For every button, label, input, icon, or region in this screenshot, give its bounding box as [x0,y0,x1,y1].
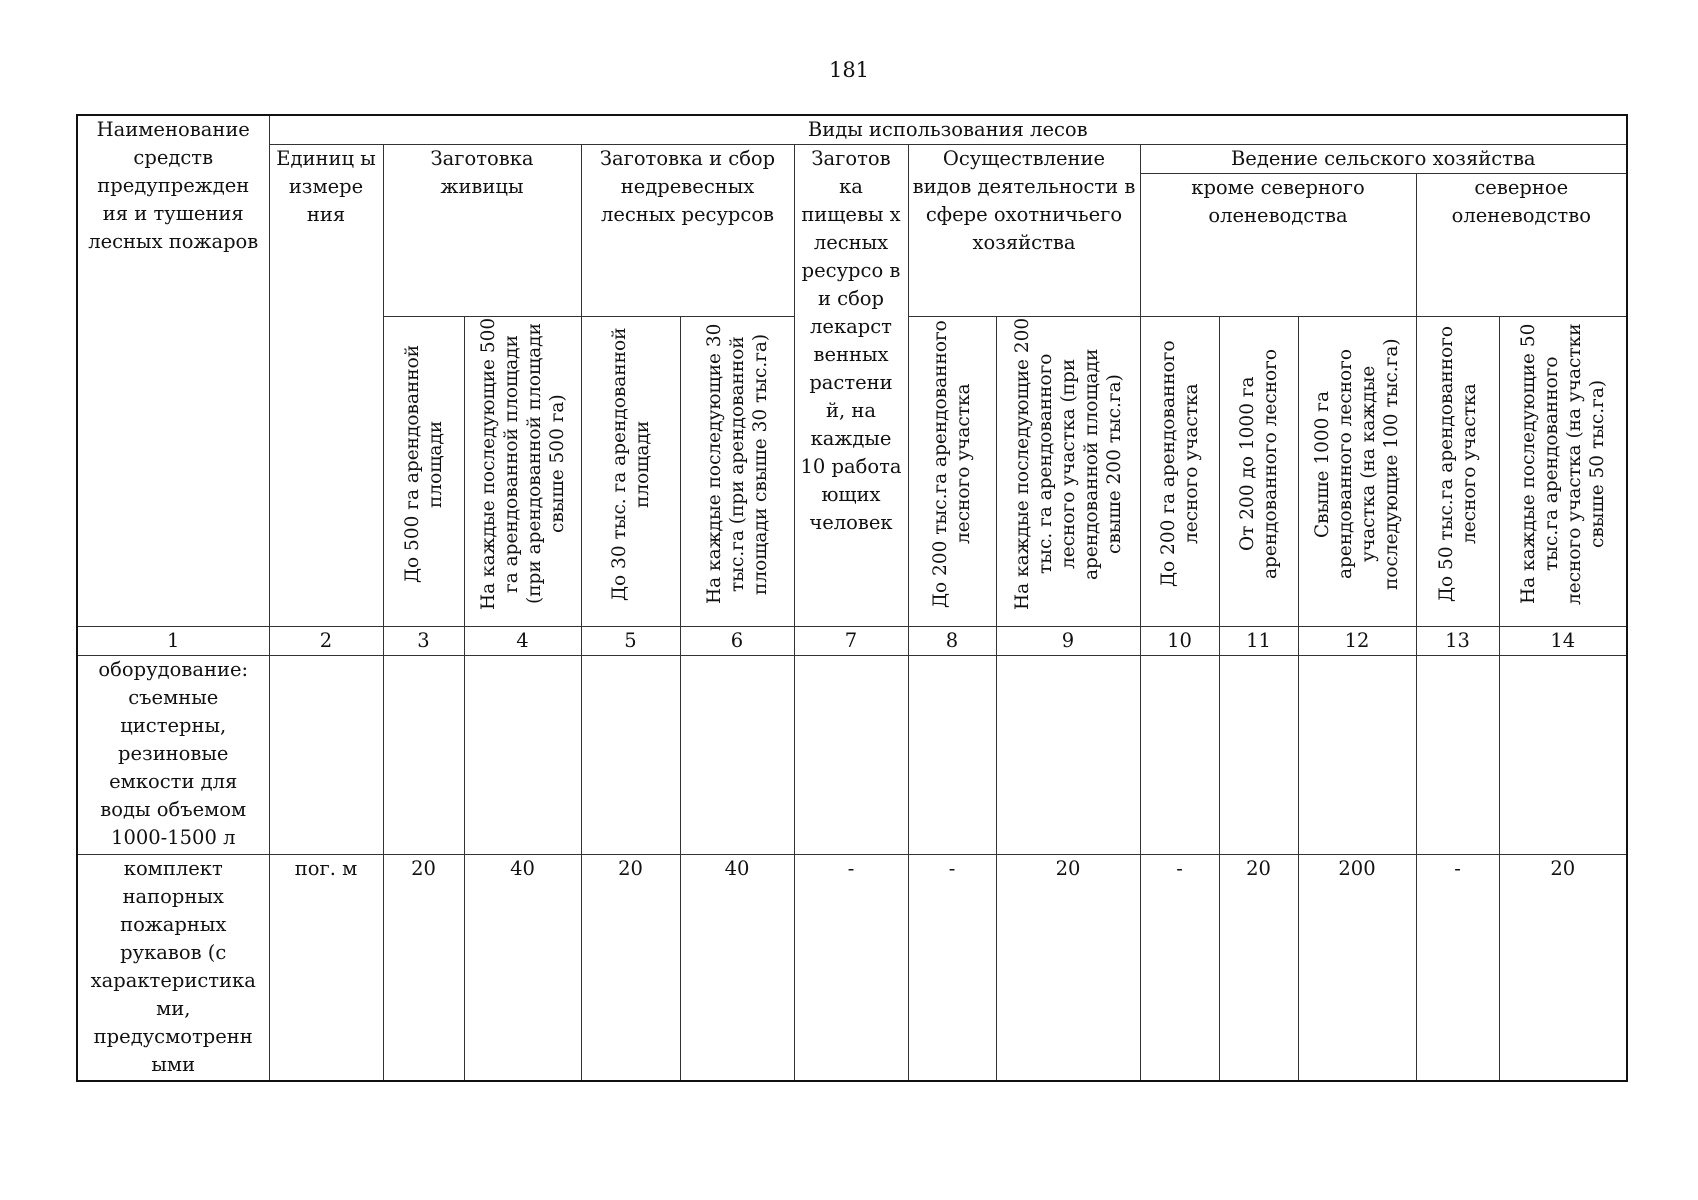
row-value [996,656,1140,855]
header-except-reindeer: кроме северного оленеводства [1140,174,1416,317]
row-value [1499,656,1627,855]
row-value: - [794,855,908,1081]
subheader-col8-text: До 200 тыс.га арендованного лесного участка [930,320,974,608]
column-number: 14 [1499,627,1627,656]
column-number: 10 [1140,627,1219,656]
subheader-col4 [464,317,581,627]
row-value: 20 [996,855,1140,1081]
subheader-col10 [1140,317,1219,627]
subheader-col6-text: На каждые последующие 30 тыс.га (при арендованной площади свыше 30 тыс.га) [703,323,771,605]
header-resin: Заготовка живицы [383,145,581,317]
row-value: пог. м [269,855,383,1081]
header-nonwood: Заготовка и сбор недревесных лесных ресурсов [581,145,794,317]
column-number: 13 [1416,627,1499,656]
column-number: 3 [383,627,464,656]
table-row [77,855,1627,1081]
row-value: 20 [1219,855,1298,1081]
subheader-col5 [581,317,680,627]
row-value: 20 [1499,855,1627,1081]
header-food: Заготов ка пищевы х лесных ресурсо в и сбор лекарст венных растени й, на каждые 10 работа ющих человек [794,145,908,627]
column-number: 1 [77,627,269,656]
header-hunting: Осуществление видов деятельности в сфере охотничьего хозяйства [908,145,1140,317]
subheader-col6 [680,317,794,627]
row-value [794,656,908,855]
subheader-col14-text: На каждые последующие 50 тыс.га арендованного лесного участка (на участки свыше 50 тыс.га) [1517,323,1608,605]
row-value: 20 [581,855,680,1081]
row-value: - [1140,855,1219,1081]
column-number: 12 [1298,627,1416,656]
row-name: комплект напорных пожарных рукавов (с характеристика ми, предусмотренн ыми [77,855,269,1081]
row-value: - [908,855,996,1081]
column-number: 5 [581,627,680,656]
row-value [908,656,996,855]
subheader-col11-text: От 200 до 1000 га арендованного лесного [1236,349,1281,579]
subheader-col9-text: На каждые последующие 200 тыс. га арендованного лесного участка (при арендованной площади свыше 200 тыс.га) [1011,317,1125,611]
header-forest-use: Виды использования лесов [269,115,1627,145]
header-col1: Наименование средств предупрежден ия и тушения лесных пожаров [77,115,269,627]
row-value [581,656,680,855]
subheader-col3 [383,317,464,627]
row-value: 40 [680,855,794,1081]
row-value [269,656,383,855]
column-number: 4 [464,627,581,656]
page-number: 181 [828,58,870,82]
subheader-col9 [996,317,1140,627]
row-value [1219,656,1298,855]
header-units: Единиц ы измере ния [269,145,383,627]
subheader-col12 [1298,317,1416,627]
row-value: 200 [1298,855,1416,1081]
row-value [383,656,464,855]
column-number: 7 [794,627,908,656]
column-number: 6 [680,627,794,656]
column-number: 8 [908,627,996,656]
row-value [1140,656,1219,855]
row-value [1416,656,1499,855]
header-agriculture: Ведение сельского хозяйства [1140,145,1627,174]
subheader-col10-text: До 200 га арендованного лесного участка [1157,340,1202,588]
column-number: 11 [1219,627,1298,656]
subheader-col11 [1219,317,1298,627]
subheader-col5-text: До 30 тыс. га арендованной площади [608,327,653,601]
column-number: 9 [996,627,1140,656]
header-reindeer: северное оленеводство [1416,174,1627,317]
row-value: - [1416,855,1499,1081]
subheader-col8 [908,317,996,627]
subheader-col12-text: Свыше 1000 га арендованного лесного участка (на каждые последующие 100 тыс.га) [1312,338,1402,590]
column-number: 2 [269,627,383,656]
row-value: 40 [464,855,581,1081]
row-name: оборудование: съемные цистерны, резиновые емкости для воды объемом 1000-1500 л [77,656,269,855]
subheader-col3-text: До 500 га арендованной площади [401,344,446,584]
subheader-col4-text: На каждые последующие 500 га арендованной площади (при арендованной площади свыше 500 га) [477,317,568,611]
column-number-row [77,627,1627,656]
subheader-col13-text: До 50 тыс.га арендованного лесного участка [1435,325,1480,603]
table-row [77,656,1627,855]
row-value: 20 [383,855,464,1081]
forest-fire-equipment-table [76,114,1628,1082]
row-value [1298,656,1416,855]
row-value [464,656,581,855]
row-value [680,656,794,855]
subheader-col14 [1499,317,1627,627]
subheader-col13 [1416,317,1499,627]
